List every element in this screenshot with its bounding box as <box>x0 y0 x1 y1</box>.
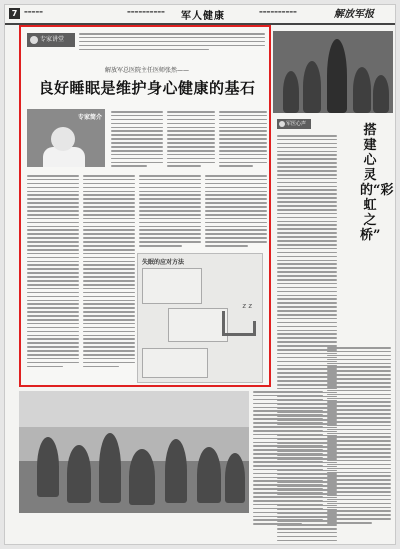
expert-photo <box>27 109 105 167</box>
body-text-column <box>219 111 267 169</box>
right-column-tag <box>277 119 311 129</box>
lower-text-column <box>327 347 391 526</box>
email-info: ▬▬▬▬▬▬▬▬▬▬ <box>127 9 165 14</box>
article-kicker: 解放军总医院主任医师张然—— <box>104 67 189 74</box>
expert-photo-caption: 专家简介 <box>77 114 102 121</box>
article-headline: 良好睡眠是维护身心健康的基石 <box>38 79 256 97</box>
body-text-column <box>111 111 163 169</box>
column-tag <box>27 33 75 47</box>
lower-text-column <box>253 391 323 527</box>
tag-dot-icon <box>279 121 285 127</box>
body-text-column <box>139 175 201 249</box>
page-number: 7 <box>9 8 20 19</box>
right-column-tag-label: 军医心声 <box>286 121 307 127</box>
edition-info: ▬▬▬▬▬ <box>24 9 43 14</box>
right-headline: 搭建心灵的“彩虹之桥” <box>360 123 394 243</box>
column-tag-label: 专家讲堂 <box>40 36 65 43</box>
body-text-column <box>83 175 135 370</box>
sleep-tips-inset <box>137 253 263 383</box>
sleep-z-icon: z z <box>242 302 252 310</box>
masthead-logo: 解放军报 <box>334 9 374 20</box>
date-info: ▬▬▬▬▬▬▬▬▬▬ <box>259 9 297 14</box>
top-right-photo <box>273 31 393 113</box>
body-text-column <box>27 175 79 370</box>
intro-text <box>79 33 265 59</box>
section-title: 军人健康 <box>181 11 225 22</box>
soldiers-field-photo <box>19 391 249 513</box>
body-text-column <box>205 175 267 249</box>
newspaper-page <box>4 4 396 545</box>
tag-dot-icon <box>30 36 38 44</box>
bed-icon <box>222 314 256 336</box>
page-header <box>5 5 396 23</box>
highlighted-article[interactable] <box>19 25 271 387</box>
inset-title: 失眠的应对方法 <box>142 259 185 266</box>
body-text-column <box>167 111 215 169</box>
